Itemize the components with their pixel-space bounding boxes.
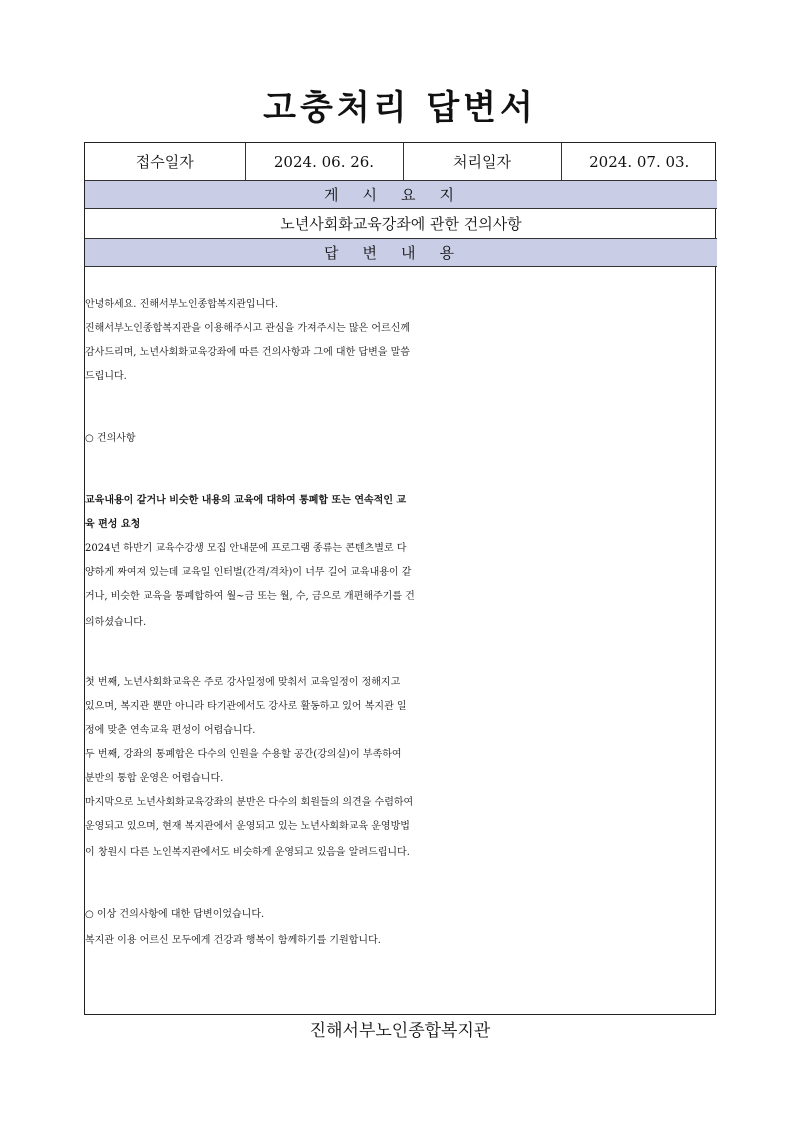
post-summary-heading: 게시요지 <box>85 181 717 209</box>
body-line: 안녕하세요. 진해서부노인종합복지관입니다. <box>85 299 279 310</box>
processed-date-label: 처리일자 <box>403 143 561 181</box>
received-date-label: 접수일자 <box>85 143 245 181</box>
body-line: 거나, 비슷한 교육을 통폐합하여 월~금 또는 월, 수, 금으로 개편해주기를 건 <box>85 591 415 602</box>
body-line: 운영되고 있으며, 현재 복지관에서 운영되고 있는 노년사회화교육 운영방법 <box>85 821 410 832</box>
section-heading: ○ 건의사항 <box>85 433 136 444</box>
body-line: 마지막으로 노년사회화교육강좌의 분반은 다수의 회원들의 의견을 수렴하여 <box>85 797 414 808</box>
request-title: 육 편성 요청 <box>85 519 141 530</box>
body-line: 2024년 하반기 교육수강생 모집 안내문에 프로그램 종류는 콘텐츠별로 다 <box>85 543 407 554</box>
body-line: 의하셨습니다. <box>85 617 147 628</box>
body-line: 감사드리며, 노년사회화교육강좌에 따른 건의사항과 그에 대한 답변을 말씀 <box>85 347 410 358</box>
body-line: 정에 맞춘 연속교육 편성이 어렵습니다. <box>85 725 256 736</box>
processed-date: 2024. 07. 03. <box>561 143 717 181</box>
body-line: 첫 번째, 노년사회화교육은 주로 강사일정에 맞춰서 교육일정이 정해지고 <box>85 677 401 688</box>
body-line: 진해서부노인종합복지관을 이용해주시고 관심을 가져주시는 많은 어르신께 <box>85 323 411 334</box>
closing-line: ○ 이상 건의사항에 대한 답변이었습니다. <box>85 909 265 920</box>
received-date: 2024. 06. 26. <box>245 143 403 181</box>
body-line: 두 번째, 강좌의 통폐합은 다수의 인원을 수용할 공간(강의실)이 부족하여 <box>85 749 402 760</box>
document-title: 고충처리 답변서 <box>263 88 537 128</box>
body-line: 이 창원시 다른 노인복지관에서도 비슷하게 운영되고 있음을 알려드립니다. <box>85 847 410 858</box>
body-line: 양하게 짜여져 있는데 교육일 인터벌(간격/격차)이 너무 길어 교육내용이 같 <box>85 567 412 578</box>
organization-name: 진해서부노인종합복지관 <box>309 1021 491 1041</box>
body-line: 분반의 통합 운영은 어렵습니다. <box>85 773 224 784</box>
request-title: 교육내용이 같거나 비슷한 내용의 교육에 대하여 통폐합 또는 연속적인 교 <box>85 495 407 506</box>
subject: 노년사회화교육강좌에 관한 건의사항 <box>85 209 717 239</box>
answer-heading: 답변내용 <box>85 239 717 267</box>
body-line: 있으며, 복지관 뿐만 아니라 타기관에서도 강사로 활동하고 있어 복지관 일 <box>85 701 407 712</box>
closing-line: 복지관 이용 어르신 모두에게 건강과 행복이 함께하기를 기원합니다. <box>85 935 381 946</box>
body-line: 드립니다. <box>85 371 127 382</box>
answer-form <box>84 142 716 1015</box>
header-table <box>85 143 717 267</box>
